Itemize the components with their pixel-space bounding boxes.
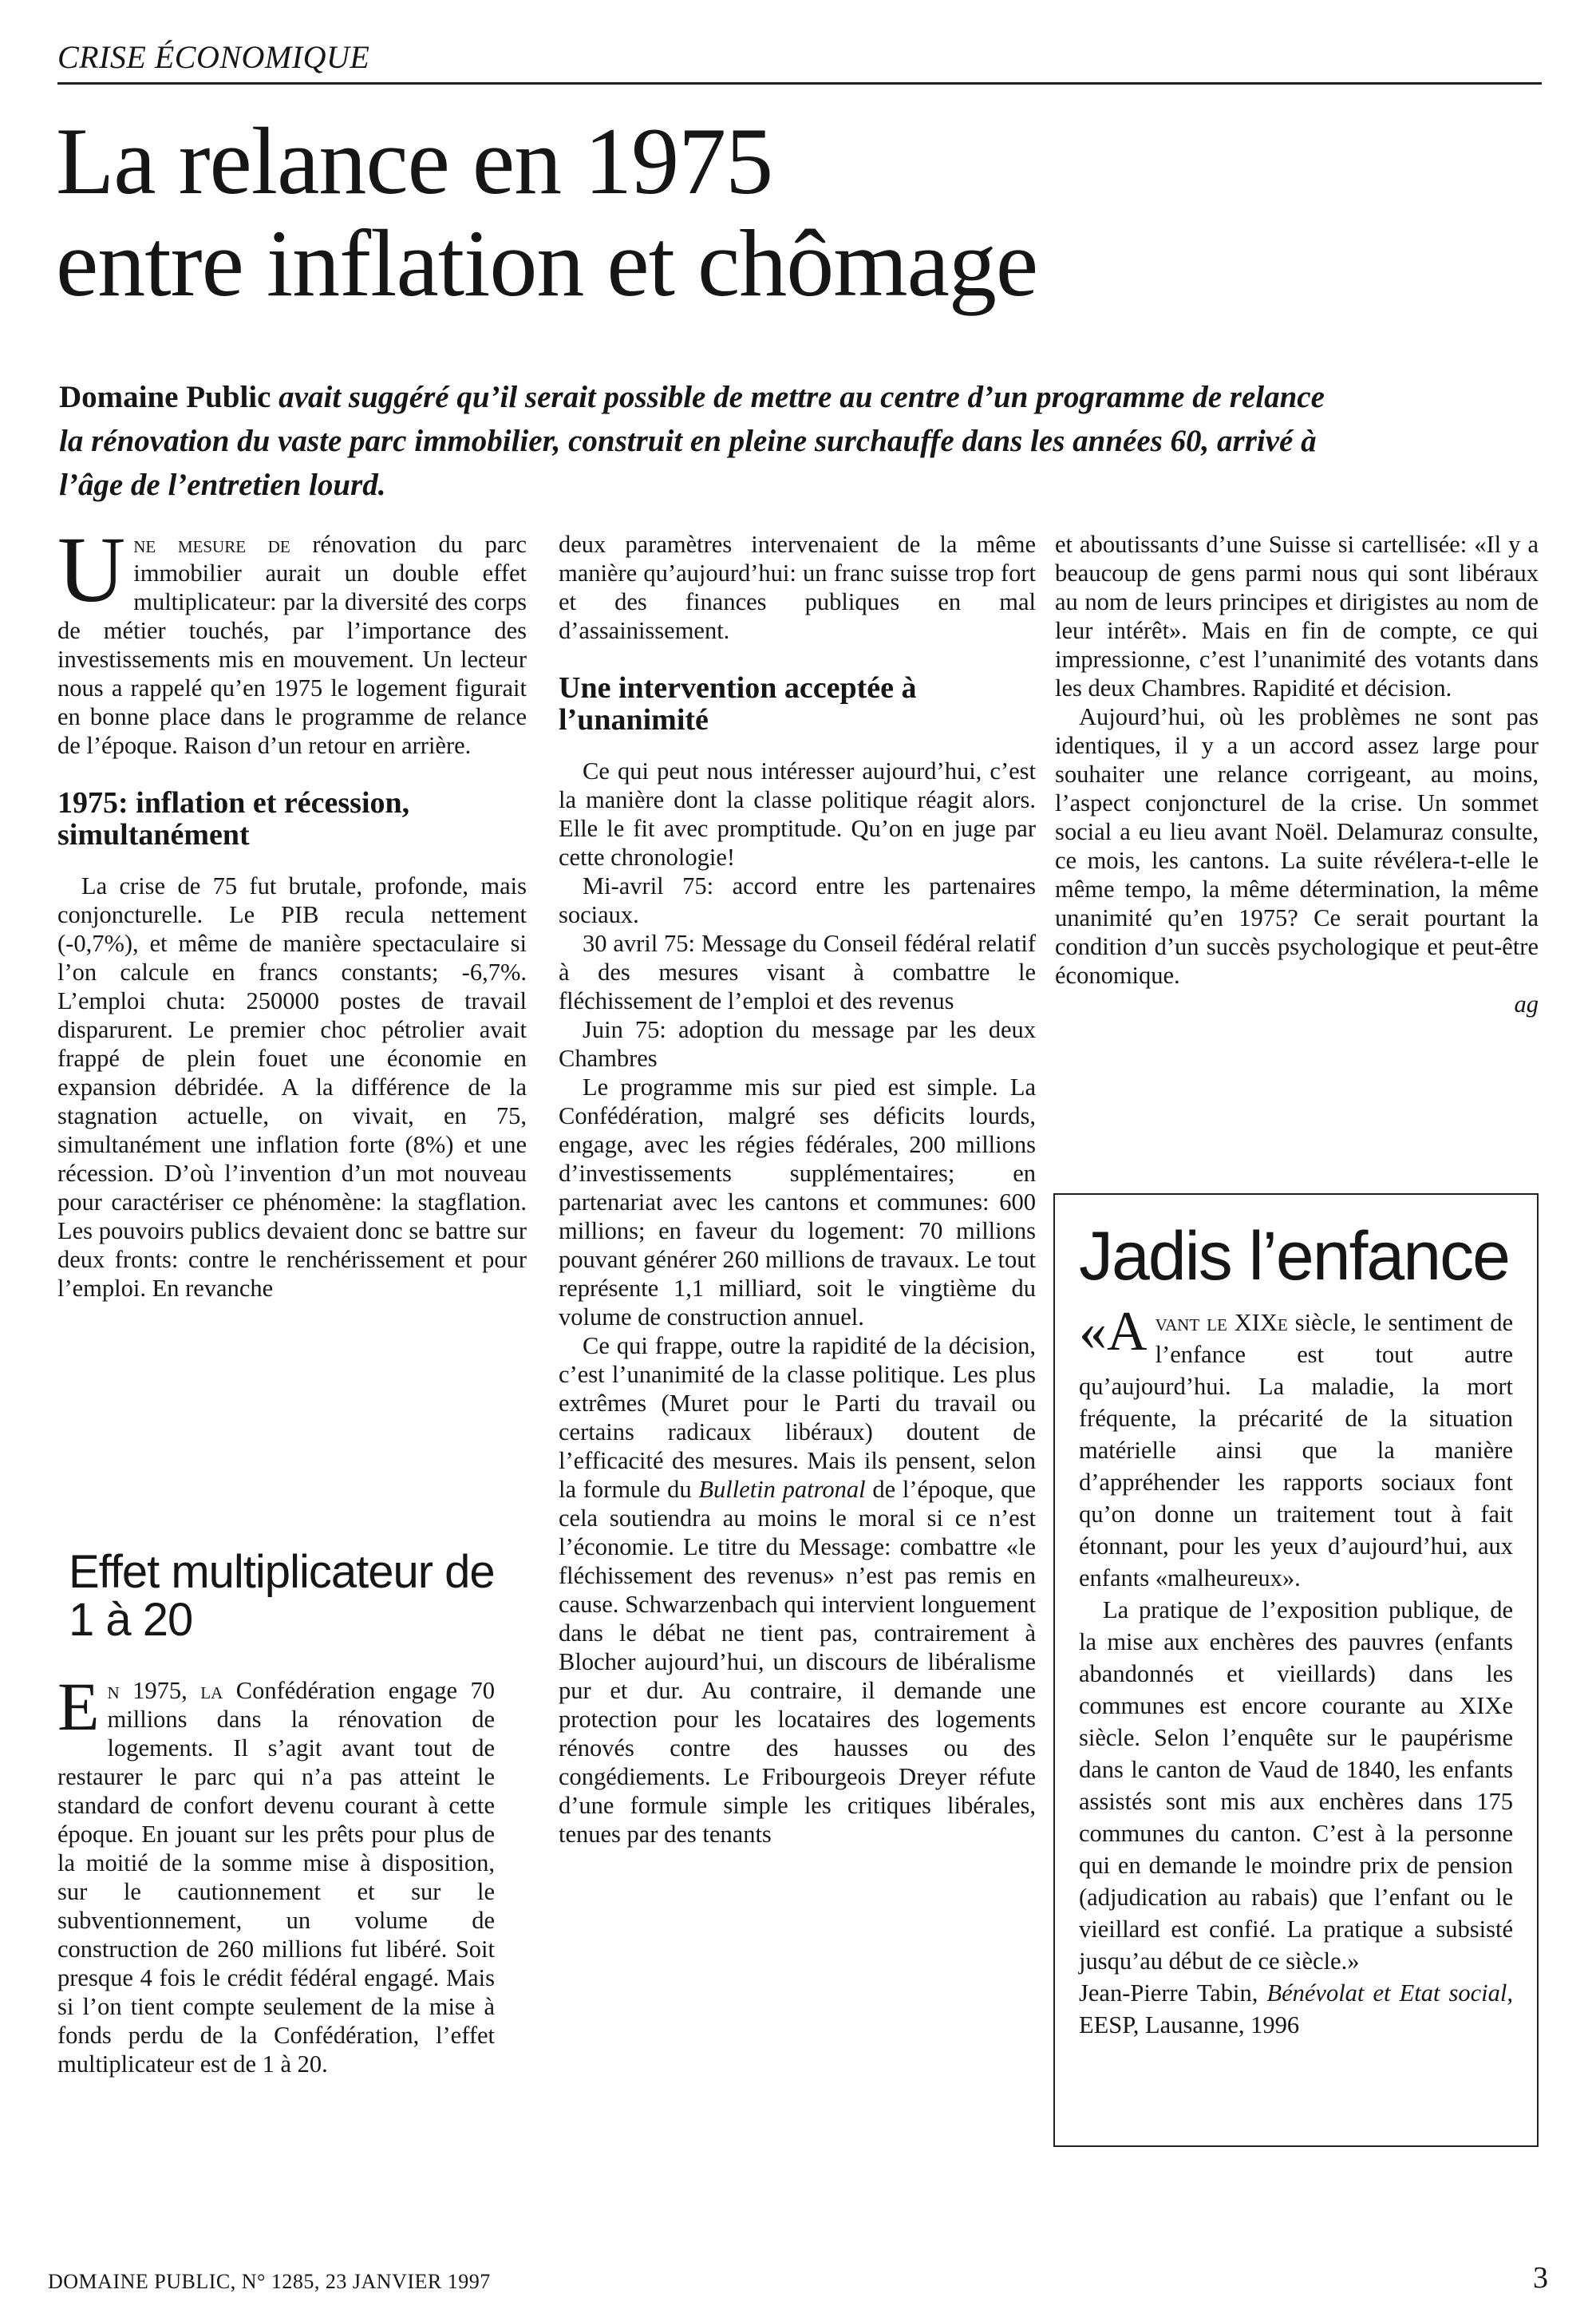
subheading: Une intervention acceptée à l’unanimité (559, 671, 917, 737)
column-2 (559, 530, 1036, 1848)
header-rule (57, 82, 1542, 85)
sidebar-title: Effet multiplicateur de 1 à 20 (69, 1546, 495, 1646)
sidebar-title: Jadis l’enfance (1079, 1218, 1509, 1295)
col2-paragraph-6: Ce qui frappe, outre la rapidité de la décision, c’est l’unanimité de la classe politique. Les plus extrêmes (Muret pour le Parti du travail ou certains radicaux libéraux) doutent de l’efficacité des mesures. Mais ils pensent, selon la formule du Bulletin patronal de l’époque, que cela soutiendra au moins le moral si ce n’est l’économie. Le titre du Message: combattre «le fléchissement des revenus» n’est pas remis en cause. Schwarzenbach qui intervient longuement dans le débat ne tient pas, contrairement à Blocher aujourd’hui, un discours de libéralisme pur et dur. Au contraire, il demande une protection pour les locataires des logements rénovés contre des hausses ou des congédiements. Le Fribourgeois Dreyer réfute d’une formule simple les critiques libérales, tenues par des tenants (559, 1332, 1037, 1848)
headline (56, 110, 1540, 314)
sidebar-effet-multiplicateur (57, 1668, 495, 2078)
sidebar-text (1079, 1301, 1513, 2041)
col3-paragraph-0: et aboutissants d’une Suisse si cartellisée: «Il y a beaucoup de gens parmi nous qui sont libéraux au nom de leurs principes et dirigistes au nom de leur intérêt». Mais en fin de compte, ce qui impressionne, c’est l’unanimité des votants dans les deux Chambres. Rapidité et décision. (1055, 531, 1539, 702)
section-rubric: CRISE ÉCONOMIQUE (57, 39, 370, 75)
drop-cap: «A (1079, 1301, 1148, 1362)
col1-paragraph-2: La crise de 75 fut brutale, profonde, mais conjoncturelle. Le PIB recula nettement (-0,7%), et même de manière spectaculaire si l’on calcule en francs constants; -6,7%. L’emploi chuta: 250000 postes de travail disparurent. Le premier choc pétrolier avait frappé de plein fouet une économie en expansion débridée. A la différence de la stagnation actuelle, on vivait, en 75, simultanément une inflation forte (8%) et une récession. D’où l’invention d’un mot nouveau pour caractériser ce phénomène: la stagflation. Les pouvoirs publics devaient donc se battre sur deux fronts: contre le renchérissement et pour l’emploi. En revanche (57, 872, 527, 1302)
standfirst (59, 375, 1352, 507)
author-signature: ag (1514, 990, 1539, 1018)
sidebar-paragraph: En 1975, la Confédération engage 70 millions dans la rénovation de logements. Il s’agit avant tout de restaurer le parc qui n’a pas atteint le standard de confort devenu courant à cette époque. En jouant sur les prêts pour plus de la moitié de la somme mise à disposition, sur le cautionnement et sur le subventionnement, un volume de construction de 260 millions fut libéré. Soit presque 4 fois le crédit fédéral engagé. Mais si l’on tient compte seulement de la mise à fonds perdu de la Confédération, l’effet multiplicateur est de 1 à 20. (57, 1668, 495, 2078)
col1-paragraph-1: Une mesure de rénovation du parc immobilier aurait un double effet multiplicateur: par la diversité des corps de métier touchés, par l’importance des investissements mis en mouvement. Un lecteur nous a rappelé qu’en 1975 le logement figurait en bonne place dans le programme de relance de l’époque. Raison d’un retour en arrière. (57, 517, 527, 759)
sidebar-jadis-lenfance (1053, 1193, 1539, 2147)
drop-cap: U (57, 517, 126, 622)
publication-title: Bulletin patronal (698, 1476, 866, 1503)
col2-paragraph-5: Le programme mis sur pied est simple. La Confédération, malgré ses déficits lourds, engage, avec les régies fédérales, 200 millions d’investissements supplémentaires; en partenariat avec les cantons et communes: 600 millions; en faveur du logement: 70 millions pouvant générer 260 millions de travaux. Le tout représente 1,1 milliard, soit le vingtième du volume de construction annuel. (559, 1074, 1036, 1331)
source-citation: Jean-Pierre Tabin, Bénévolat et Etat social, EESP, Lausanne, 1996 (1079, 1979, 1513, 2038)
standfirst-publication: Domaine Public (59, 380, 271, 414)
col2-paragraph-3: 30 avril 75: Message du Conseil fédéral relatif à des mesures visant à combattre le fléchissement de l’emploi et des revenus (559, 930, 1036, 1014)
standfirst-text: avait suggéré qu’il serait possible de mettre au centre d’un programme de relance la rénovation du vaste parc immobilier, construit en pleine surchauffe dans les années 60, arrivé à l’âge de l’entretien lourd. (59, 380, 1325, 502)
column-1 (57, 517, 527, 1303)
sidebar-paragraph-2: La pratique de l’exposition publique, de la mise aux enchères des pauvres (enfants abandonnés et vieillards) dans les communes est encore courante au XIXe siècle. Selon l’enquête sur le paupérisme dans le canton de Vaud de 1840, les enfants assistés sont mis aux enchères dans 175 communes du canton. C’est à la personne qui en demande le moindre prix de pension (adjudication au rabais) que l’enfant ou le vieillard est confié. La pratique a subsisté jusqu’au début de ce siècle.» (1079, 1596, 1513, 1975)
lead-in: vant le XIXe (1155, 1309, 1288, 1336)
column-3 (1055, 530, 1539, 1018)
subheading: 1975: inflation et récession, simultanément (57, 786, 410, 852)
col2-paragraph-0: deux paramètres intervenaient de la même manière qu’aujourd’hui: un franc suisse trop fort et des finances publiques en mal d’assainissement. (559, 531, 1036, 644)
drop-cap: E (57, 1668, 100, 1745)
col2-paragraph-2: Mi-avril 75: accord entre les partenaires sociaux. (559, 872, 1036, 928)
headline-line-2: entre inflation et chômage (56, 210, 1038, 316)
lead-in: n 1975, la (107, 1677, 223, 1704)
lead-in: ne mesure de (133, 531, 290, 558)
col3-paragraph-1: Aujourd’hui, où les problèmes ne sont pas identiques, il y a un accord assez large pour souhaiter une relance corrigeant, au moins, l’aspect conjoncturel de la crise. Un sommet social a eu lieu avant Noël. Delamuraz consulte, ce mois, les cantons. La suite révélera-t-elle le même tempo, la même détermination, la même unanimité qu’en 1975? Ce serait pourtant la condition d’un succès psychologique et peut-être économique. (1055, 703, 1539, 989)
page-number: 3 (1533, 2261, 1548, 2295)
footer-publication: DOMAINE PUBLIC, N° 1285, 23 JANVIER 1997 (48, 2270, 491, 2293)
headline-line-1: La relance en 1975 (56, 108, 773, 214)
col2-paragraph-1: Ce qui peut nous intéresser aujourd’hui, c’est la manière dont la classe politique réagit alors. Elle le fit avec promptitude. Qu’on en juge par cette chronologie! (559, 757, 1036, 871)
sidebar-paragraph-1: «A vant le XIXe siècle, le sentiment de l’enfance est tout autre qu’aujourd’hui. La maladie, la mort fréquente, la précarité de la situation matérielle ainsi que la manière d’appréhender les rapports sociaux font qu’on donne un traitement tout à fait étonnant, pour les yeux d’aujourd’hui, aux enfants «malheureux». (1079, 1301, 1513, 1591)
col2-paragraph-4: Juin 75: adoption du message par les deux Chambres (559, 1016, 1036, 1072)
